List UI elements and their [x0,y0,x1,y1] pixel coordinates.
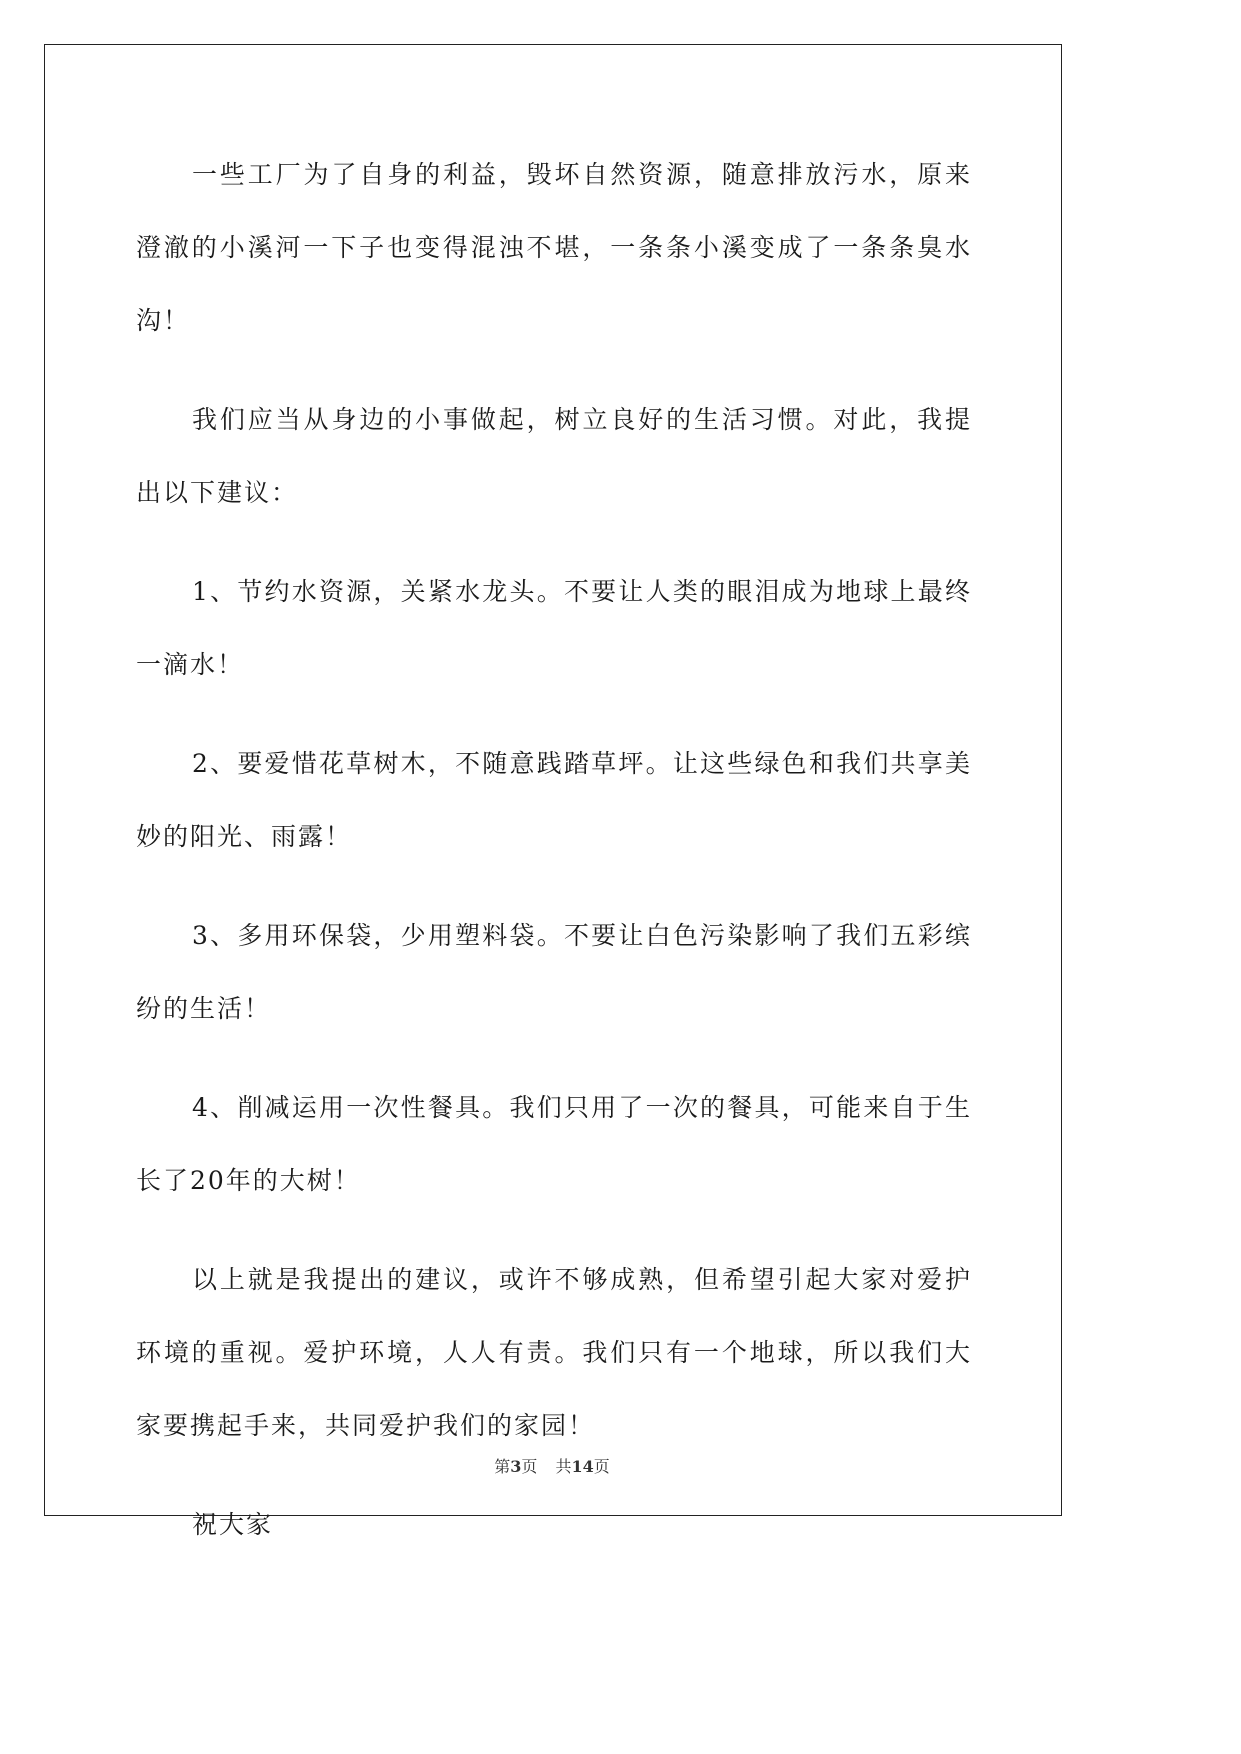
footer-total-unit: 页 [593,1457,610,1476]
suggestion-1: 1、节约水资源，关紧水龙头。不要让人类的眼泪成为地球上最终一滴水！ [136,577,972,679]
paragraph-2: 我们应当从身边的小事做起，树立良好的生活习惯。对此，我提出以下建议： [136,405,972,507]
total-pages-number: 14 [571,1457,594,1476]
suggestion-3: 3、多用环保袋，少用塑料袋。不要让白色污染影响了我们五彩缤纷的生活！ [136,921,972,1023]
current-page-number: 3 [510,1457,522,1476]
footer-page-unit: 页 [521,1457,538,1476]
suggestion-2: 2、要爱惜花草树木，不随意践踏草坪。让这些绿色和我们共享美妙的阳光、雨露！ [136,749,972,851]
page-footer [0,1454,1104,1477]
closing-greeting: 祝大家 [192,1510,274,1539]
document-body [136,138,972,1587]
paragraph-conclusion: 以上就是我提出的建议，或许不够成熟，但希望引起大家对爱护环境的重视。爱护环境，人人有责。我们只有一个地球，所以我们大家要携起手来，共同爱护我们的家园！ [136,1265,972,1440]
footer-prefix: 第 [494,1457,511,1476]
footer-total-prefix: 共 [555,1457,572,1476]
paragraph-1: 一些工厂为了自身的利益，毁坏自然资源，随意排放污水，原来澄澈的小溪河一下子也变得混浊不堪，一条条小溪变成了一条条臭水沟！ [136,160,972,335]
suggestion-4: 4、削减运用一次性餐具。我们只用了一次的餐具，可能来自于生长了20年的大树！ [136,1093,972,1195]
